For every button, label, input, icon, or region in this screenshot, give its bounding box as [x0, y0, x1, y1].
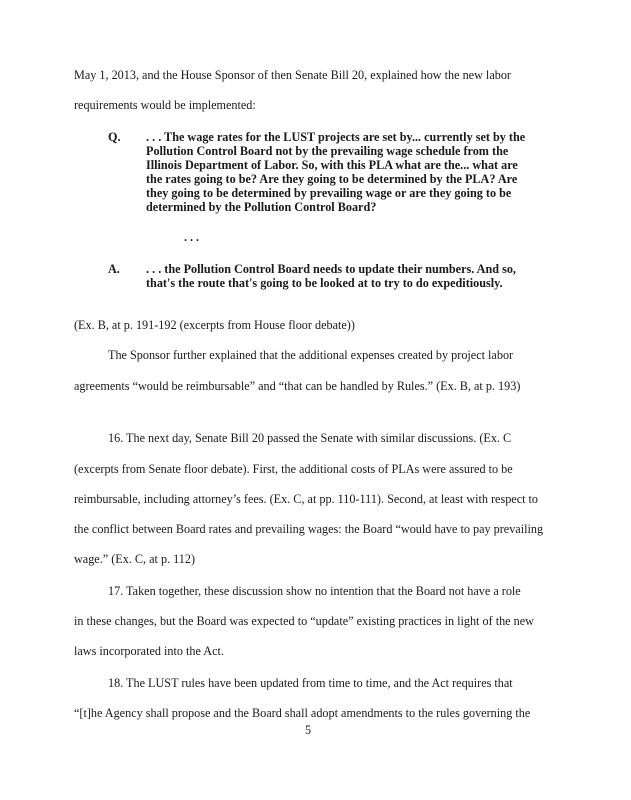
answer-label: A. [108, 262, 120, 276]
para18-line-2: “[t]he Agency shall propose and the Board shall adopt amendments to the rules governing the [74, 706, 531, 720]
para16-line-2: (excerpts from Senate floor debate). First, the additional costs of PLAs were assured to be [74, 462, 513, 476]
intro-line-2: requirements would be implemented: [74, 98, 256, 112]
page-number: 5 [305, 723, 312, 737]
question-text: . . . The wage rates for the LUST projects are set by... currently set by the Pollution Control Board not by the prevailing wage schedule from the Illinois Department of Labor. So, with this PLA what are the... what are the rates going to be? Are they going to be determined by the PLA? Are they going to be determined by prevailing wage or are they going to be determined by the Pollution Control Board? [146, 130, 526, 215]
para17-line-1: 17. Taken together, these discussion show no intention that the Board not have a role [108, 584, 521, 598]
sponsor-line-1: The Sponsor further explained that the additional expenses created by project labor [108, 348, 514, 362]
para17-line-2: in these changes, but the Board was expected to “update” existing practices in light of the new [74, 614, 534, 628]
para17-line-3: laws incorporated into the Act. [74, 644, 224, 658]
answer-text: . . . the Pollution Control Board needs to update their numbers. And so, that's the route that's going to be looked at to try to do expeditiously. [146, 262, 516, 291]
para16-line-1: 16. The next day, Senate Bill 20 passed the Senate with similar discussions. (Ex. C [108, 431, 512, 445]
para16-line-3: reimbursable, including attorney’s fees. (Ex. C, at pp. 110-111). Second, at least with respect to [74, 492, 539, 506]
para16-line-5: wage.” (Ex. C, at p. 112) [74, 552, 196, 566]
citation: (Ex. B, at p. 191-192 (excerpts from House floor debate)) [74, 318, 355, 332]
para16-line-4: the conflict between Board rates and prevailing wages: the Board “would have to pay prevailing [74, 522, 544, 536]
question-label: Q. [108, 130, 121, 144]
intro-line-1: May 1, 2013, and the House Sponsor of then Senate Bill 20, explained how the new labor [74, 68, 511, 82]
para18-line-1: 18. The LUST rules have been updated from time to time, and the Act requires that [108, 676, 513, 690]
sponsor-line-2: agreements “would be reimbursable” and “that can be handled by Rules.” (Ex. B, at p. 193) [74, 379, 521, 393]
ellipsis: . . . [184, 230, 199, 244]
